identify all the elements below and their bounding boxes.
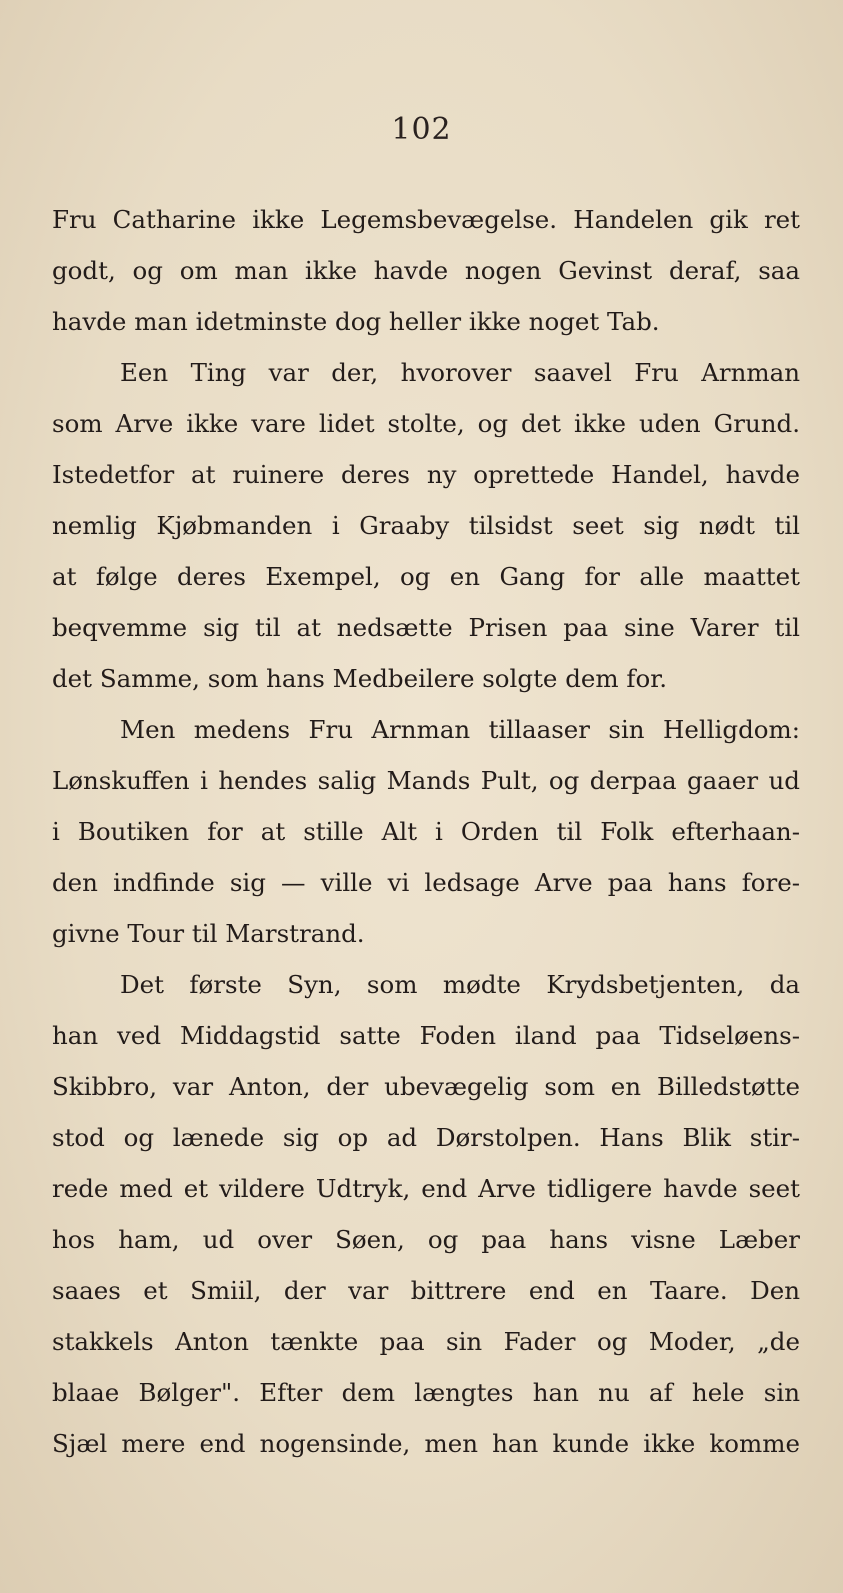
- text-line: blaae Bølger". Efter dem længtes han nu af hele sin: [52, 1378, 800, 1407]
- text-line: Lønskuffen i hendes salig Mands Pult, og derpaa gaaer ud: [52, 766, 800, 795]
- text-line: det Samme, som hans Medbeilere solgte dem for.: [52, 664, 668, 693]
- text-line: Fru Catharine ikke Legemsbevægelse. Handelen gik ret: [52, 205, 800, 234]
- text-line: Skibbro, var Anton, der ubevægelig som en Billedstøtte: [52, 1072, 800, 1101]
- text-line: at følge deres Exempel, og en Gang for alle maattet: [52, 562, 800, 591]
- text-line: godt, og om man ikke havde nogen Gevinst deraf, saa: [52, 256, 800, 285]
- text-line: Sjæl mere end nogensinde, men han kunde ikke komme: [52, 1429, 800, 1458]
- text-line: Men medens Fru Arnman tillaaser sin Helligdom:: [120, 715, 800, 744]
- text-line: hos ham, ud over Søen, og paa hans visne Læber: [52, 1225, 800, 1254]
- text-line: rede med et vildere Udtryk, end Arve tidligere havde seet: [52, 1174, 800, 1203]
- text-line: Det første Syn, som mødte Krydsbetjenten, da: [120, 970, 800, 999]
- text-line: i Boutiken for at stille Alt i Orden til Folk efterhaan-: [52, 817, 800, 846]
- text-line: den indfinde sig — ville vi ledsage Arve paa hans fore-: [52, 868, 800, 897]
- text-line: han ved Middagstid satte Foden iland paa Tidseløens-: [52, 1021, 800, 1050]
- text-line: nemlig Kjøbmanden i Graaby tilsidst seet sig nødt til: [52, 511, 800, 540]
- body-text: [52, 194, 800, 1469]
- text-line: stod og lænede sig op ad Dørstolpen. Hans Blik stir-: [52, 1123, 800, 1152]
- text-line: Een Ting var der, hvorover saavel Fru Arnman: [120, 358, 800, 387]
- page-number: 102: [391, 112, 452, 147]
- text-line: som Arve ikke vare lidet stolte, og det ikke uden Grund.: [52, 409, 800, 438]
- text-line: havde man idetminste dog heller ikke noget Tab.: [52, 307, 660, 336]
- text-line: Istedetfor at ruinere deres ny oprettede Handel, havde: [52, 460, 800, 489]
- text-line: saaes et Smiil, der var bittrere end en Taare. Den: [52, 1276, 800, 1305]
- text-line: beqvemme sig til at nedsætte Prisen paa sine Varer til: [52, 613, 800, 642]
- text-line: givne Tour til Marstrand.: [52, 919, 365, 948]
- text-line: stakkels Anton tænkte paa sin Fader og Moder, „de: [52, 1327, 800, 1356]
